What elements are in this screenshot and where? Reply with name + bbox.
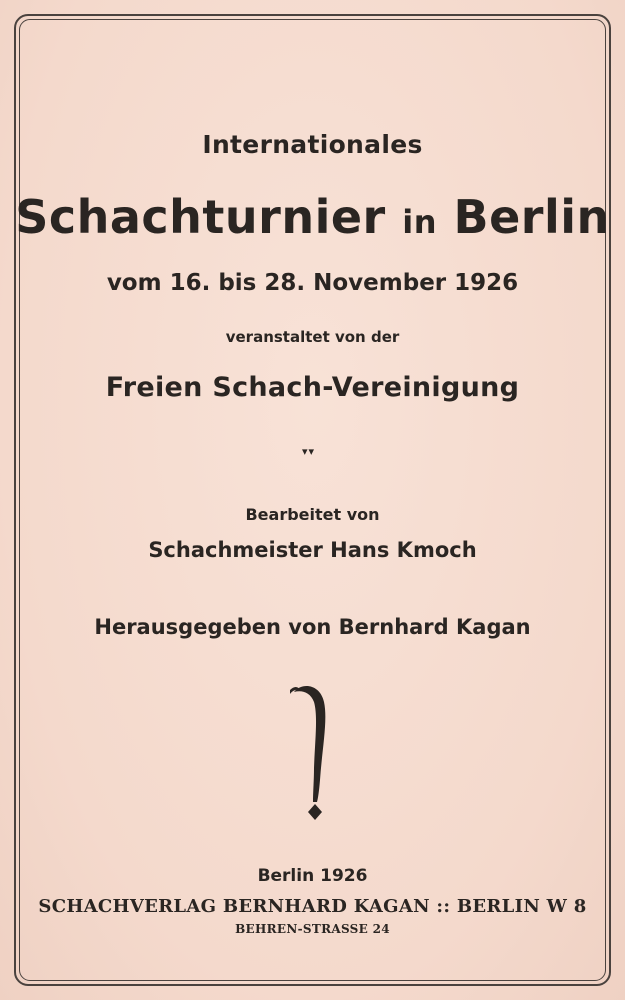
main-title-city: Berlin [453,190,610,244]
editor-name: Schachmeister Hans Kmoch [148,538,477,562]
publisher-imprint: SCHACHVERLAG BERNHARD KAGAN :: BERLIN W 8 [38,896,587,917]
ornament-divider [0,444,625,458]
publisher-address: BEHREN-STRASSE 24 [235,922,390,936]
organized-by-label: veranstaltet von der [225,328,400,346]
main-title-word: Schachturnier [15,190,386,244]
publisher-line: Herausgegeben von Bernhard Kagan [94,615,531,639]
ornament-divider-glyphs: ▾▾ [301,445,316,458]
tournament-dates: vom 16. bis 28. November 1926 [106,270,519,296]
organizer-name: Freien Schach-Vereinigung [105,372,520,403]
main-title [0,190,625,244]
title-line-internationales: Internationales [202,130,423,159]
publisher-emblem-icon [280,680,350,825]
main-title-connector: in [402,203,438,241]
inner-border-frame [19,19,606,981]
edited-by-label: Bearbeitet von [245,505,380,524]
place-and-year: Berlin 1926 [257,866,368,886]
